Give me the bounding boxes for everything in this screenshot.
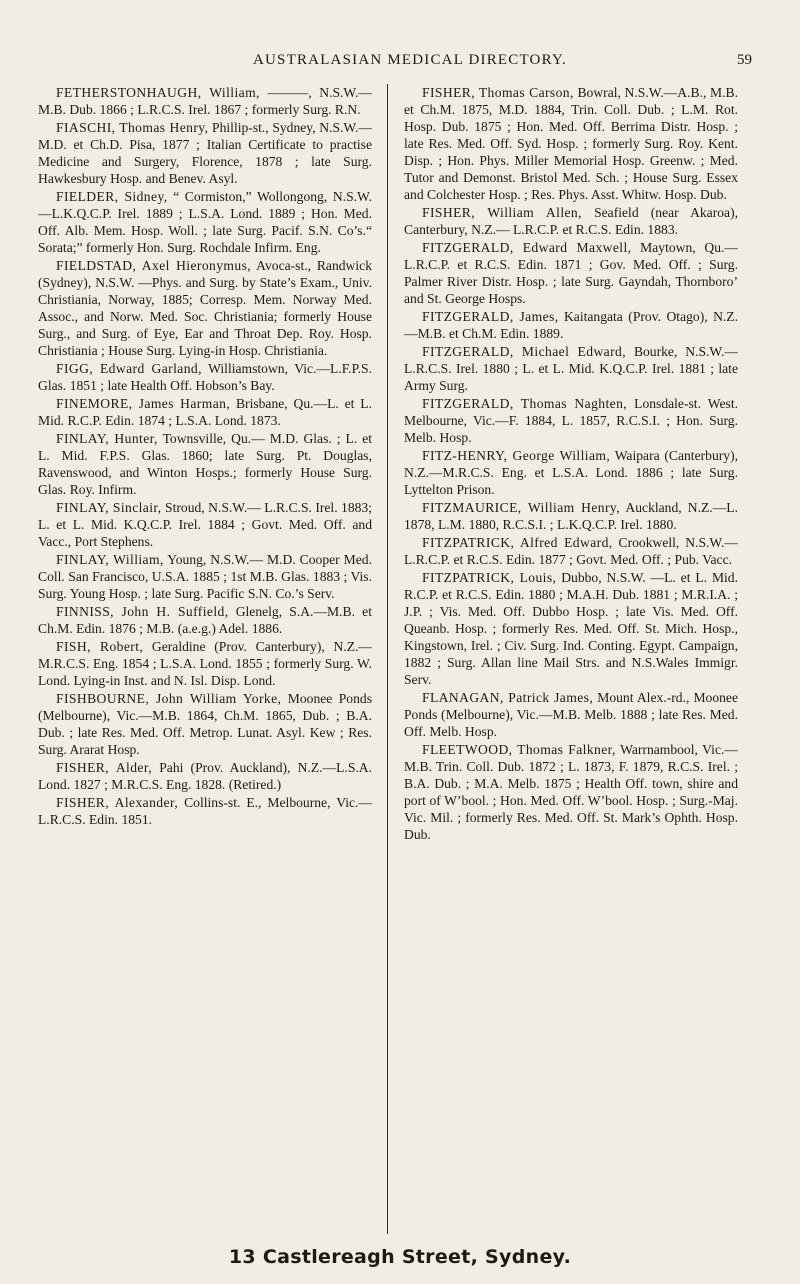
directory-entry xyxy=(404,534,738,568)
directory-entry xyxy=(38,690,372,758)
entry-details: “ Cormiston,” Wollongong, N.S.W.—L.K.Q.C.P. Irel. 1889 ; L.S.A. Lond. 1889 ; Hon. Med. Off. Alb. Mem. Hosp. Woll. ; late Surg. Pacif. S.N. Co’s.“ Sorata;” formerly Hon. Surg. Rochdale Infirm. Eng. xyxy=(38,189,372,255)
directory-entry xyxy=(404,343,738,394)
entry-details: Dubbo, N.S.W. —L. et L. Mid. R.C.P. et R.C.S. Edin. 1880 ; M.A.H. Dub. 1881 ; M.R.I.A. ; J.P. ; Vis. Med. Off. Dubbo Hosp. ; late Vis. Med. Off. Queanb. Hosp. ; formerly Res. Med. Off. St. Mich. Hosp., Kingstown, Irel. ; Civ. Surg. Ind. Conting. Egypt. Campaign, 1882 ; Surg. Allan line Mail Strs. and N.S.Wales Immigr. Serv. xyxy=(404,570,738,687)
directory-entry xyxy=(38,499,372,550)
entry-details: Phillip-st., Sydney, N.S.W.—M.D. et Ch.D. Pisa, 1877 ; Italian Certificate to practise Medicine and Surgery, Florence, 1878 ; late Surg. Hawkesbury Hosp. and Benev. Asyl. xyxy=(38,120,372,186)
directory-entry xyxy=(404,569,738,688)
entry-name: FLEETWOOD, Thomas Falkner, xyxy=(422,742,616,757)
directory-entry xyxy=(38,395,372,429)
directory-entry xyxy=(38,794,372,828)
entry-name: FISHER, Thomas Carson, xyxy=(422,85,574,100)
directory-entry xyxy=(38,119,372,187)
publisher-footer: 13 Castlereagh Street, Sydney. xyxy=(228,1246,572,1268)
entry-name: FITZGERALD, Michael Edward, xyxy=(422,344,627,359)
entry-name: FITZGERALD, Thomas Naghten, xyxy=(422,396,628,411)
entry-name: FITZPATRICK, Louis, xyxy=(422,570,557,585)
entry-name: FIELDSTAD, Axel Hieronymus, xyxy=(56,258,252,273)
entry-name: FISH, Robert, xyxy=(56,639,144,654)
entry-details: Bowral, N.S.W.—A.B., M.B. et Ch.M. 1875, M.D. 1884, Trin. Coll. Dub. ; L.M. Rot. Hosp. Dub. 1875 ; Hon. Med. Off. Berrima Distr. Hosp. ; late Res. Med. Off. Syd. Hosp. ; formerly Surg. Roy. Kent. Disp. ; Hon. Phys. Miller Memorial Hosp. Greenw. ; Med. Tutor and Demonst. Bristol Med. Sch. ; House Surg. Essex and Colchester Hosp. ; Res. Phys. Asst. Whitw. Hosp. Dub. xyxy=(404,85,738,202)
directory-entry xyxy=(404,84,738,203)
directory-entry xyxy=(38,430,372,498)
entry-details: Moonee Ponds (Melbourne), Vic.—M.B. 1864, Ch.M. 1865, Dub. ; B.A. Dub. ; late Res. Med. Off. Metrop. Lunat. Asyl. Kew ; Res. Surg. Ararat Hosp. xyxy=(38,691,372,757)
entry-name: FINLAY, William, xyxy=(56,552,164,567)
entry-name: FINLAY, Sinclair, xyxy=(56,500,162,515)
directory-entry xyxy=(404,204,738,238)
directory-entry xyxy=(38,551,372,602)
directory-entry xyxy=(38,759,372,793)
directory-entry xyxy=(404,395,738,446)
entry-details: Avoca-st., Randwick (Sydney), N.S.W. —Phys. and Surg. by State’s Exam., Univ. Christiania, Norway, 1885; Corresp. Mem. Norway Med. Assoc., and Norw. Med. Soc. Christiania; formerly House Surg., and Surg. of Eye, Ear and Throat Dep. Roy. Hosp. Christiania ; House Surg. Lying-in Hosp. Christiania. xyxy=(38,258,372,358)
directory-entry xyxy=(404,689,738,740)
directory-entry xyxy=(404,741,738,843)
entry-name: FETHERSTONHAUGH, William, xyxy=(56,85,260,100)
running-head xyxy=(60,52,760,74)
directory-entry xyxy=(38,188,372,256)
left-column xyxy=(38,84,372,1236)
directory-entry xyxy=(38,84,372,118)
entry-name: FISHER, Alexander, xyxy=(56,795,179,810)
directory-entry xyxy=(404,499,738,533)
entry-details: Lonsdale-st. West. Melbourne, Vic.—F. 1884, L. 1857, R.C.S.I. ; Hon. Surg. Melb. Hosp. xyxy=(404,396,738,445)
entry-details: Townsville, Qu.— M.D. Glas. ; L. et L. Mid. F.P.S. Glas. 1860; late Surg. Pt. Douglas, Ravenswood, and Winton Hosps.; formerly House Surg. Glas. Roy. Infirm. xyxy=(38,431,372,497)
directory-entry xyxy=(38,638,372,689)
entry-details: ———, N.S.W.—M.B. Dub. 1866 ; L.R.C.S. Irel. 1867 ; formerly Surg. R.N. xyxy=(38,85,372,117)
directory-entry xyxy=(38,603,372,637)
entry-details: Glenelg, S.A.—M.B. et Ch.M. Edin. 1876 ; M.B. (a.e.g.) Adel. 1886. xyxy=(38,604,372,636)
entry-name: FLANAGAN, Patrick James, xyxy=(422,690,594,705)
entry-name: FISHER, William Allen, xyxy=(422,205,582,220)
entry-name: FITZPATRICK, Alfred Edward, xyxy=(422,535,613,550)
directory-entry xyxy=(38,360,372,394)
entry-name: FIELDER, Sidney, xyxy=(56,189,168,204)
entry-details: Stroud, N.S.W.— L.R.C.S. Irel. 1883; L. et L. Mid. K.Q.C.P. Irel. 1884 ; Govt. Med. Off. and Vacc., Port Stephens. xyxy=(38,500,372,549)
entry-details: Young, N.S.W.— M.D. Cooper Med. Coll. San Francisco, U.S.A. 1885 ; 1st M.B. Glas. 1883 ; Vis. Surg. Young Hosp. ; late Surg. Pacific S.N. Co.’s Serv. xyxy=(38,552,372,601)
entry-details: Mount Alex.-rd., Moonee Ponds (Melbourne), Vic.—M.B. Melb. 1888 ; late Res. Med. Off. Melb. Hosp. xyxy=(404,690,738,739)
entry-details: Seafield (near Akaroa), Canterbury, N.Z.— L.R.C.P. et R.C.S. Edin. 1883. xyxy=(404,205,738,237)
entry-name: FIGG, Edward Garland, xyxy=(56,361,202,376)
entry-details: Bourke, N.S.W.—L.R.C.S. Irel. 1880 ; L. et L. Mid. K.Q.C.P. Irel. 1881 ; late Army Surg. xyxy=(404,344,738,393)
entry-details: Williamstown, Vic.—L.F.P.S. Glas. 1851 ; late Health Off. Hobson’s Bay. xyxy=(38,361,372,393)
entry-details: Waipara (Canterbury), N.Z.—M.R.C.S. Eng. et L.S.A. Lond. 1886 ; late Surg. Lyttelton Prison. xyxy=(404,448,738,497)
directory-entry xyxy=(404,308,738,342)
directory-entry xyxy=(38,257,372,359)
entry-details: Brisbane, Qu.—L. et L. Mid. R.C.P. Edin. 1874 ; L.S.A. Lond. 1873. xyxy=(38,396,372,428)
entry-details: Geraldine (Prov. Canterbury), N.Z.—M.R.C.S. Eng. 1854 ; L.S.A. Lond. 1855 ; formerly Surg. W. Lond. Lying-in Inst. and N. Isl. Disp. Lond. xyxy=(38,639,372,688)
entry-details: Auckland, N.Z.—L. 1878, L.M. 1880, R.C.S.I. ; L.K.Q.C.P. Irel. 1880. xyxy=(404,500,738,532)
entry-name: FINEMORE, James Harman, xyxy=(56,396,231,411)
directory-entry xyxy=(404,447,738,498)
entry-name: FITZGERALD, James, xyxy=(422,309,559,324)
entry-name: FITZMAURICE, William Henry, xyxy=(422,500,621,515)
entry-name: FITZGERALD, Edward Maxwell, xyxy=(422,240,632,255)
entry-name: FINNISS, John H. Suffield, xyxy=(56,604,229,619)
entry-details: Warrnambool, Vic.—M.B. Trin. Coll. Dub. 1872 ; L. 1873, F. 1879, R.C.S. Irel. ; B.A. Dub. ; M.A. Melb. 1875 ; Health Off. town, shire and port of W’bool. ; Hon. Med. Off. W’bool. Hosp. ; Surg.-Maj. Vic. Mil. ; formerly Res. Med. Off. St. Mark’s Ophth. Hosp. Dub. xyxy=(404,742,738,842)
entry-name: FITZ-HENRY, George William, xyxy=(422,448,611,463)
entry-details: Crookwell, N.S.W.—L.R.C.P. et R.C.S. Edin. 1877 ; Govt. Med. Off. ; Pub. Vacc. xyxy=(404,535,738,567)
right-column xyxy=(404,84,738,1236)
entry-details: Collins-st. E., Melbourne, Vic.—L.R.C.S. Edin. 1851. xyxy=(38,795,372,827)
page-number: 59 xyxy=(737,52,752,68)
entry-details: Pahi (Prov. Auckland), N.Z.—L.S.A. Lond. 1827 ; M.R.C.S. Eng. 1828. (Retired.) xyxy=(38,760,372,792)
entry-details: Maytown, Qu.—L.R.C.P. et R.C.S. Edin. 1871 ; Gov. Med. Off. ; Surg. Palmer River Distr. Hosp. ; late Surg. Gayndah, Thornboro’ and St. George Hosps. xyxy=(404,240,738,306)
entry-name: FINLAY, Hunter, xyxy=(56,431,158,446)
entry-name: FIASCHI, Thomas Henry, xyxy=(56,120,209,135)
directory-entry xyxy=(404,239,738,307)
entry-name: FISHBOURNE, John William Yorke, xyxy=(56,691,282,706)
entry-name: FISHER, Alder, xyxy=(56,760,153,775)
entry-details: Kaitangata (Prov. Otago), N.Z.—M.B. et Ch.M. Edin. 1889. xyxy=(404,309,738,341)
running-title: AUSTRALASIAN MEDICAL DIRECTORY. xyxy=(252,52,568,68)
column-divider xyxy=(387,84,388,1234)
